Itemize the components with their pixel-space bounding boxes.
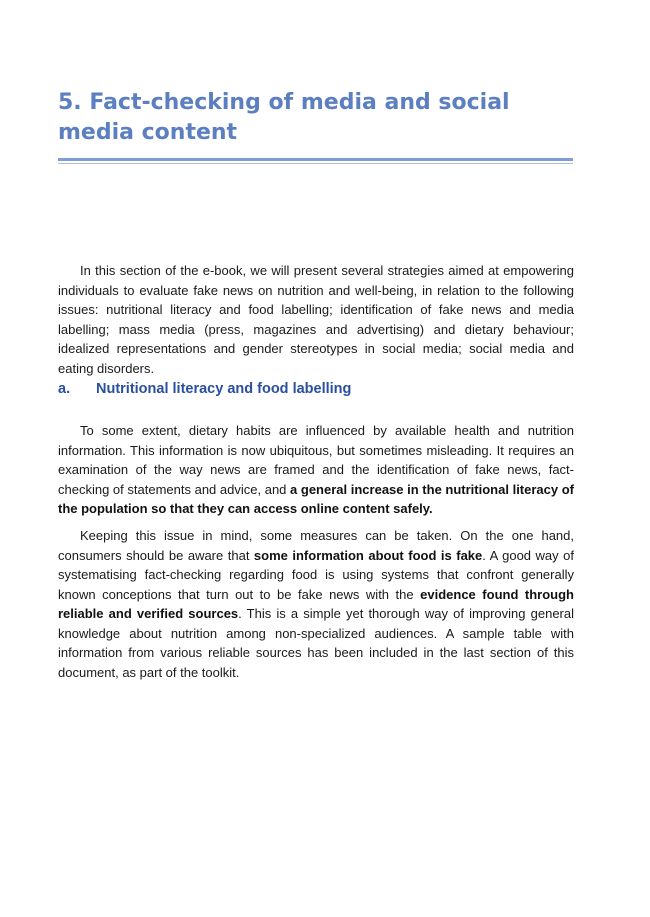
intro-paragraph bbox=[58, 261, 574, 378]
chapter-title: 5. Fact-checking of media and social media content bbox=[58, 90, 510, 145]
paragraph-2-bold-2: evidence found through reliable and verified sources bbox=[58, 586, 574, 621]
paragraph-2-text-2: . A good way of systematising fact-checking regarding food is using systems that confront generally known conceptions that turn out to be fake news with the bbox=[58, 547, 574, 602]
title-rule-thick bbox=[58, 158, 573, 161]
paragraph-1 bbox=[58, 421, 574, 519]
section-letter: a. bbox=[58, 381, 71, 397]
paragraph-2 bbox=[58, 526, 574, 682]
section-heading bbox=[58, 381, 351, 397]
paragraph-1-text: To some extent, dietary habits are influenced by available health and nutrition information. This information is now ubiquitous, but sometimes misleading. It requires an examination of the way news are framed and the identification of fake news, fact-checking of statements and advice, and bbox=[58, 423, 574, 497]
title-rule-thin bbox=[58, 163, 573, 164]
intro-text: In this section of the e-book, we will present several strategies aimed at empowering individuals to evaluate fake news on nutrition and well-being, in relation to the following issues: nutritional literacy and food labelling; identification of fake news and media labelling; mass media (press, magazines and advertising) and dietary behaviour; idealized representations and gender stereotypes in social media; social media and eating disorders. bbox=[58, 263, 574, 376]
paragraph-2-text-1: Keeping this issue in mind, some measures can be taken. On the one hand, consumers should be aware that bbox=[58, 528, 574, 563]
section-title: Nutritional literacy and food labelling bbox=[96, 381, 352, 397]
paragraph-2-text-3: . This is a simple yet thorough way of improving general knowledge about nutrition among non-specialized audiences. A sample table with information from various reliable sources has been included in the last section of this document, as part of the toolkit. bbox=[58, 606, 574, 680]
paragraph-2-bold-1: some information about food is fake bbox=[253, 547, 483, 563]
paragraph-1-bold: a general increase in the nutritional literacy of the population so that they can access online content safely. bbox=[58, 481, 574, 516]
